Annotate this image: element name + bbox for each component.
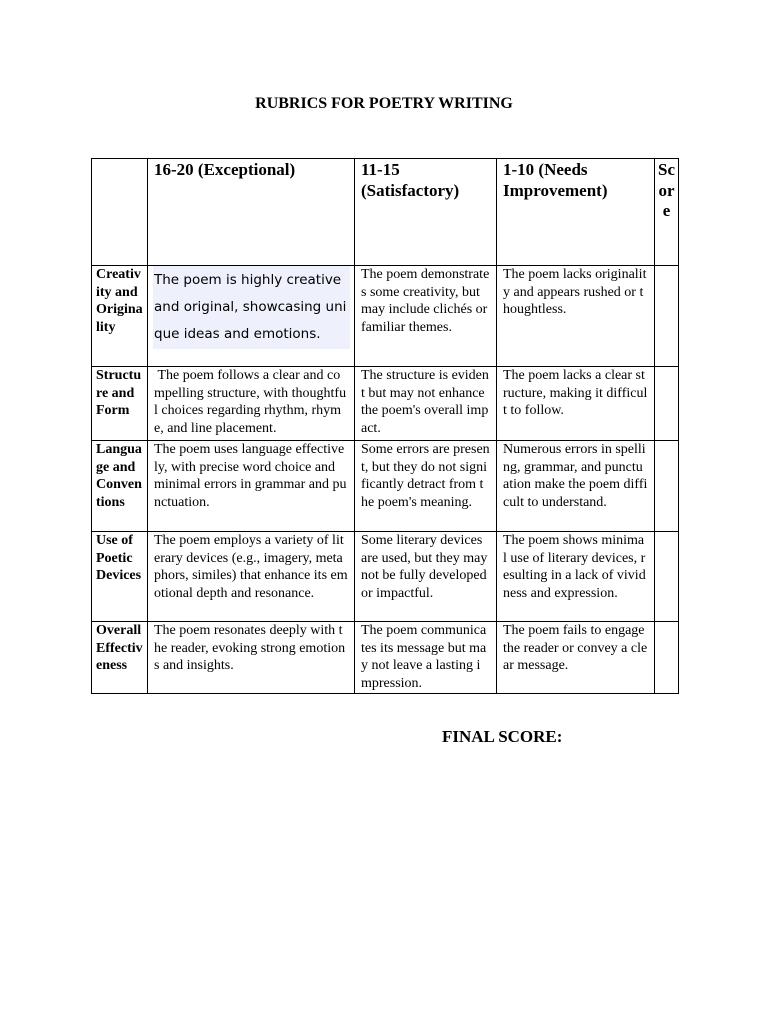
criterion-cell: Overall Effectiveness (92, 622, 148, 694)
header-satisfactory: 11-15 (Satisfactory) (355, 159, 497, 266)
needs-improvement-cell: The poem lacks a clear structure, making it difficult to follow. (497, 367, 655, 441)
exceptional-cell: The poem resonates deeply with the reader, evoking strong emotions and insights. (148, 622, 355, 694)
score-cell[interactable] (655, 441, 679, 532)
table-row (92, 532, 679, 622)
satisfactory-cell: The poem demonstrates some creativity, but may include clichés or familiar themes. (355, 266, 497, 367)
table-row (92, 441, 679, 532)
needs-improvement-cell: The poem shows minimal use of literary devices, resulting in a lack of vividness and expression. (497, 532, 655, 622)
criterion-cell: Structure and Form (92, 367, 148, 441)
header-corner-cell (92, 159, 148, 266)
exceptional-cell: The poem employs a variety of literary devices (e.g., imagery, metaphors, similes) that enhance its emotional depth and resonance. (148, 532, 355, 622)
highlighted-text: The poem is highly creative and original, showcasing unique ideas and emotions. (153, 266, 350, 349)
satisfactory-cell: Some errors are present, but they do not significantly detract from the poem's meaning. (355, 441, 497, 532)
needs-improvement-cell: Numerous errors in spelling, grammar, and punctuation make the poem difficult to understand. (497, 441, 655, 532)
score-cell[interactable] (655, 532, 679, 622)
table-header-row (92, 159, 679, 266)
table-row (92, 367, 679, 441)
score-cell[interactable] (655, 367, 679, 441)
page-title: RUBRICS FOR POETRY WRITING (255, 95, 513, 112)
table-row (92, 622, 679, 694)
needs-improvement-cell: The poem fails to engage the reader or convey a clear message. (497, 622, 655, 694)
needs-improvement-cell: The poem lacks originality and appears rushed or thoughtless. (497, 266, 655, 367)
exceptional-cell: The poem follows a clear and compelling structure, with thoughtful choices regarding rhythm, rhyme, and line placement. (148, 367, 355, 441)
rubric-table (91, 158, 679, 694)
criterion-cell: Creativity and Originality (92, 266, 148, 367)
exceptional-cell: The poem uses language effectively, with precise word choice and minimal errors in grammar and punctuation. (148, 441, 355, 532)
score-cell[interactable] (655, 622, 679, 694)
header-score: Score (655, 159, 679, 266)
exceptional-cell (148, 266, 355, 367)
satisfactory-cell: Some literary devices are used, but they may not be fully developed or impactful. (355, 532, 497, 622)
header-exceptional: 16-20 (Exceptional) (148, 159, 355, 266)
criterion-cell: Language and Conventions (92, 441, 148, 532)
satisfactory-cell: The structure is evident but may not enhance the poem's overall impact. (355, 367, 497, 441)
final-score-label: FINAL SCORE: (442, 727, 563, 746)
score-cell[interactable] (655, 266, 679, 367)
criterion-cell: Use of Poetic Devices (92, 532, 148, 622)
header-needs-improvement: 1-10 (Needs Improvement) (497, 159, 655, 266)
satisfactory-cell: The poem communicates its message but may not leave a lasting impression. (355, 622, 497, 694)
table-row (92, 266, 679, 367)
